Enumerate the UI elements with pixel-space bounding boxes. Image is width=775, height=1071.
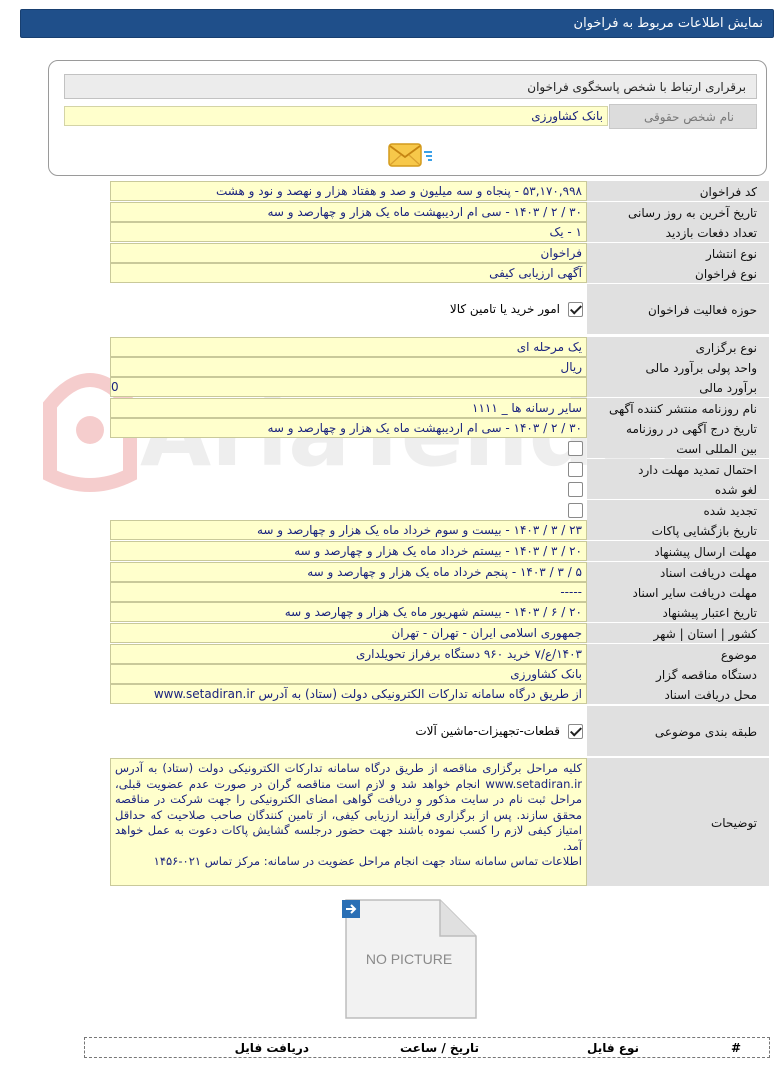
row-cancelled [110, 479, 769, 499]
row-activity-scope [110, 284, 769, 334]
row-submit-deadline [110, 541, 769, 561]
activity-scope-checkbox[interactable] [568, 302, 583, 317]
field-label: برآورد مالی [587, 377, 769, 397]
newspaper-date-value: ۳۰ / ۲ / ۱۴۰۳ - سی ام اردیبهشت ماه یک هزار و چهارصد و سه [110, 418, 587, 438]
category-checkbox[interactable] [568, 724, 583, 739]
visits-value: ۱ - یک [110, 222, 587, 242]
currency-value: ریال [110, 357, 587, 377]
field-label: حوزه فعالیت فراخوان [587, 284, 769, 334]
notes-body: کلیه مراحل برگزاری مناقصه از طریق درگاه سامانه تدارکات الکترونیکی دولت (ستاد) به آدرس www.setadiran.ir انجام خواهد شد و لازم است مناقصه گران در صورت عدم عضویت قبلی، مراحل ثبت نام در سایت مذکور و دریافت گواهی امضای الکترونیکی را جهت شرکت در مناقصه محقق سازند. پس از برگزاری فرآیند ارزیابی کیفی، از تامین کنندگان صاحب صلاحیت که حداقل امتیاز کیفی لازم را کسب نموده باشند جهت حضور درجلسه گشایش پاکات دعوت به عمل خواهد آمد. [115, 761, 582, 853]
field-label: نام روزنامه منتشر کننده آگهی [587, 398, 769, 418]
last-update-value: ۳۰ / ۲ / ۱۴۰۳ - سی ام اردیبهشت ماه یک هزار و چهارصد و سه [110, 202, 587, 222]
files-table-header [84, 1037, 770, 1058]
field-label: تعداد دفعات بازدید [587, 222, 769, 242]
row-docs-place [110, 684, 769, 704]
field-label: تاریخ درج آگهی در روزنامه [587, 418, 769, 438]
field-label: تاریخ بازگشایی پاکات [587, 520, 769, 540]
activity-scope-text: امور خرید یا تامین کالا [449, 302, 560, 316]
row-visits [110, 222, 769, 242]
docs-place-value: از طریق درگاه سامانه تدارکات الکترونیکی دولت (ستاد) به آدرس www.setadiran.ir [110, 684, 587, 704]
row-organizer [110, 664, 769, 684]
field-label: نوع برگزاری [587, 337, 769, 357]
notes-contact: اطلاعات تماس سامانه ستاد جهت انجام مراحل عضویت در سامانه: مرکز تماس ۰۲۱-۱۴۵۶ [153, 854, 582, 868]
row-docs-deadline [110, 562, 769, 582]
other-docs-deadline-value: ----- [110, 582, 587, 602]
submit-deadline-value: ۲۰ / ۳ / ۱۴۰۳ - بیستم خرداد ماه یک هزار و چهارصد و سه [110, 541, 587, 561]
row-renewed [110, 500, 769, 520]
field-label: نوع فراخوان [587, 263, 769, 283]
cancelled-value [110, 479, 587, 499]
extension-checkbox[interactable] [568, 462, 583, 477]
row-call-type [110, 263, 769, 283]
col-datetime: تاریخ / ساعت [399, 1041, 479, 1055]
category-text: قطعات-تجهیزات-ماشین آلات [415, 724, 560, 738]
code-value: ۵۳,۱۷۰,۹۹۸ - پنجاه و سه میلیون و صد و هفتاد هزار و نهصد و نود و هشت [110, 181, 587, 201]
envelope-icon[interactable] [387, 139, 435, 171]
row-holding-type [110, 337, 769, 357]
field-label: مهلت دریافت سایر اسناد [587, 582, 769, 602]
field-label: بین المللی است [587, 438, 769, 458]
row-code [110, 181, 769, 201]
field-label: تاریخ آخرین به روز رسانی [587, 202, 769, 222]
no-picture-image [340, 898, 478, 1020]
field-label: مهلت ارسال پیشنهاد [587, 541, 769, 561]
location-value: جمهوری اسلامی ایران - تهران - تهران [110, 623, 587, 643]
field-label: تجدید شده [587, 500, 769, 520]
row-newspaper-date [110, 418, 769, 438]
row-currency [110, 357, 769, 377]
row-category [110, 706, 769, 756]
newspaper-value: سایر رسانه ها _ ۱۱۱۱ [110, 398, 587, 418]
category-value [110, 706, 587, 756]
field-label: نوع انتشار [587, 243, 769, 263]
estimate-value: 0 [110, 377, 587, 397]
docs-deadline-value: ۵ / ۳ / ۱۴۰۳ - پنجم خرداد ماه یک هزار و چهارصد و سه [110, 562, 587, 582]
international-checkbox[interactable] [568, 441, 583, 456]
col-file-type: نوع فایل [587, 1041, 639, 1055]
field-label: احتمال تمدید مهلت دارد [587, 459, 769, 479]
notes-value [110, 758, 587, 886]
activity-scope-value [110, 284, 587, 334]
publish-type-value: فراخوان [110, 243, 587, 263]
field-label: موضوع [587, 644, 769, 664]
holding-type-value: یک مرحله ای [110, 337, 587, 357]
legal-name-label: نام شخص حقوقی [609, 104, 757, 129]
row-extension [110, 459, 769, 479]
row-subject [110, 644, 769, 664]
legal-name-value: بانک کشاورزی [64, 106, 608, 126]
row-validity [110, 602, 769, 622]
extension-value [110, 459, 587, 479]
row-location [110, 623, 769, 643]
field-label: محل دریافت اسناد [587, 684, 769, 704]
field-label: کد فراخوان [587, 181, 769, 201]
field-label: کشور | استان | شهر [587, 623, 769, 643]
field-label: مهلت دریافت اسناد [587, 562, 769, 582]
row-estimate [110, 377, 769, 397]
col-index: # [730, 1041, 741, 1055]
row-international [110, 438, 769, 458]
page-title: نمایش اطلاعات مربوط به فراخوان [573, 16, 763, 31]
row-notes [110, 758, 769, 886]
contact-title: برقراری ارتباط با شخص پاسخگوی فراخوان [64, 74, 757, 99]
row-newspaper [110, 398, 769, 418]
renewed-checkbox[interactable] [568, 503, 583, 518]
field-label: واحد پولی برآورد مالی [587, 357, 769, 377]
renewed-value [110, 500, 587, 520]
page-header [20, 9, 774, 38]
field-label: طبقه بندی موضوعی [587, 706, 769, 756]
validity-value: ۲۰ / ۶ / ۱۴۰۳ - بیستم شهریور ماه یک هزار و چهارصد و سه [110, 602, 587, 622]
field-label: توضیحات [587, 758, 769, 886]
call-type-value: آگهی ارزیابی کیفی [110, 263, 587, 283]
organizer-value: بانک کشاورزی [110, 664, 587, 684]
opening-date-value: ۲۳ / ۳ / ۱۴۰۳ - بیست و سوم خرداد ماه یک هزار و چهارصد و سه [110, 520, 587, 540]
row-other-docs-deadline [110, 582, 769, 602]
field-label: دستگاه مناقصه گزار [587, 664, 769, 684]
international-value [110, 438, 587, 458]
row-last-update [110, 202, 769, 222]
field-label: تاریخ اعتبار پیشنهاد [587, 602, 769, 622]
field-label: لغو شده [587, 479, 769, 499]
no-picture-text: NO PICTURE [365, 951, 453, 967]
cancelled-checkbox[interactable] [568, 482, 583, 497]
contact-panel [48, 60, 767, 176]
row-opening-date [110, 520, 769, 540]
row-publish-type [110, 243, 769, 263]
col-download: دریافت فایل [234, 1041, 309, 1055]
subject-value: ۱۴۰۳/ع/۷ خرید ۹۶۰ دستگاه برفراز تحویلداری [110, 644, 587, 664]
